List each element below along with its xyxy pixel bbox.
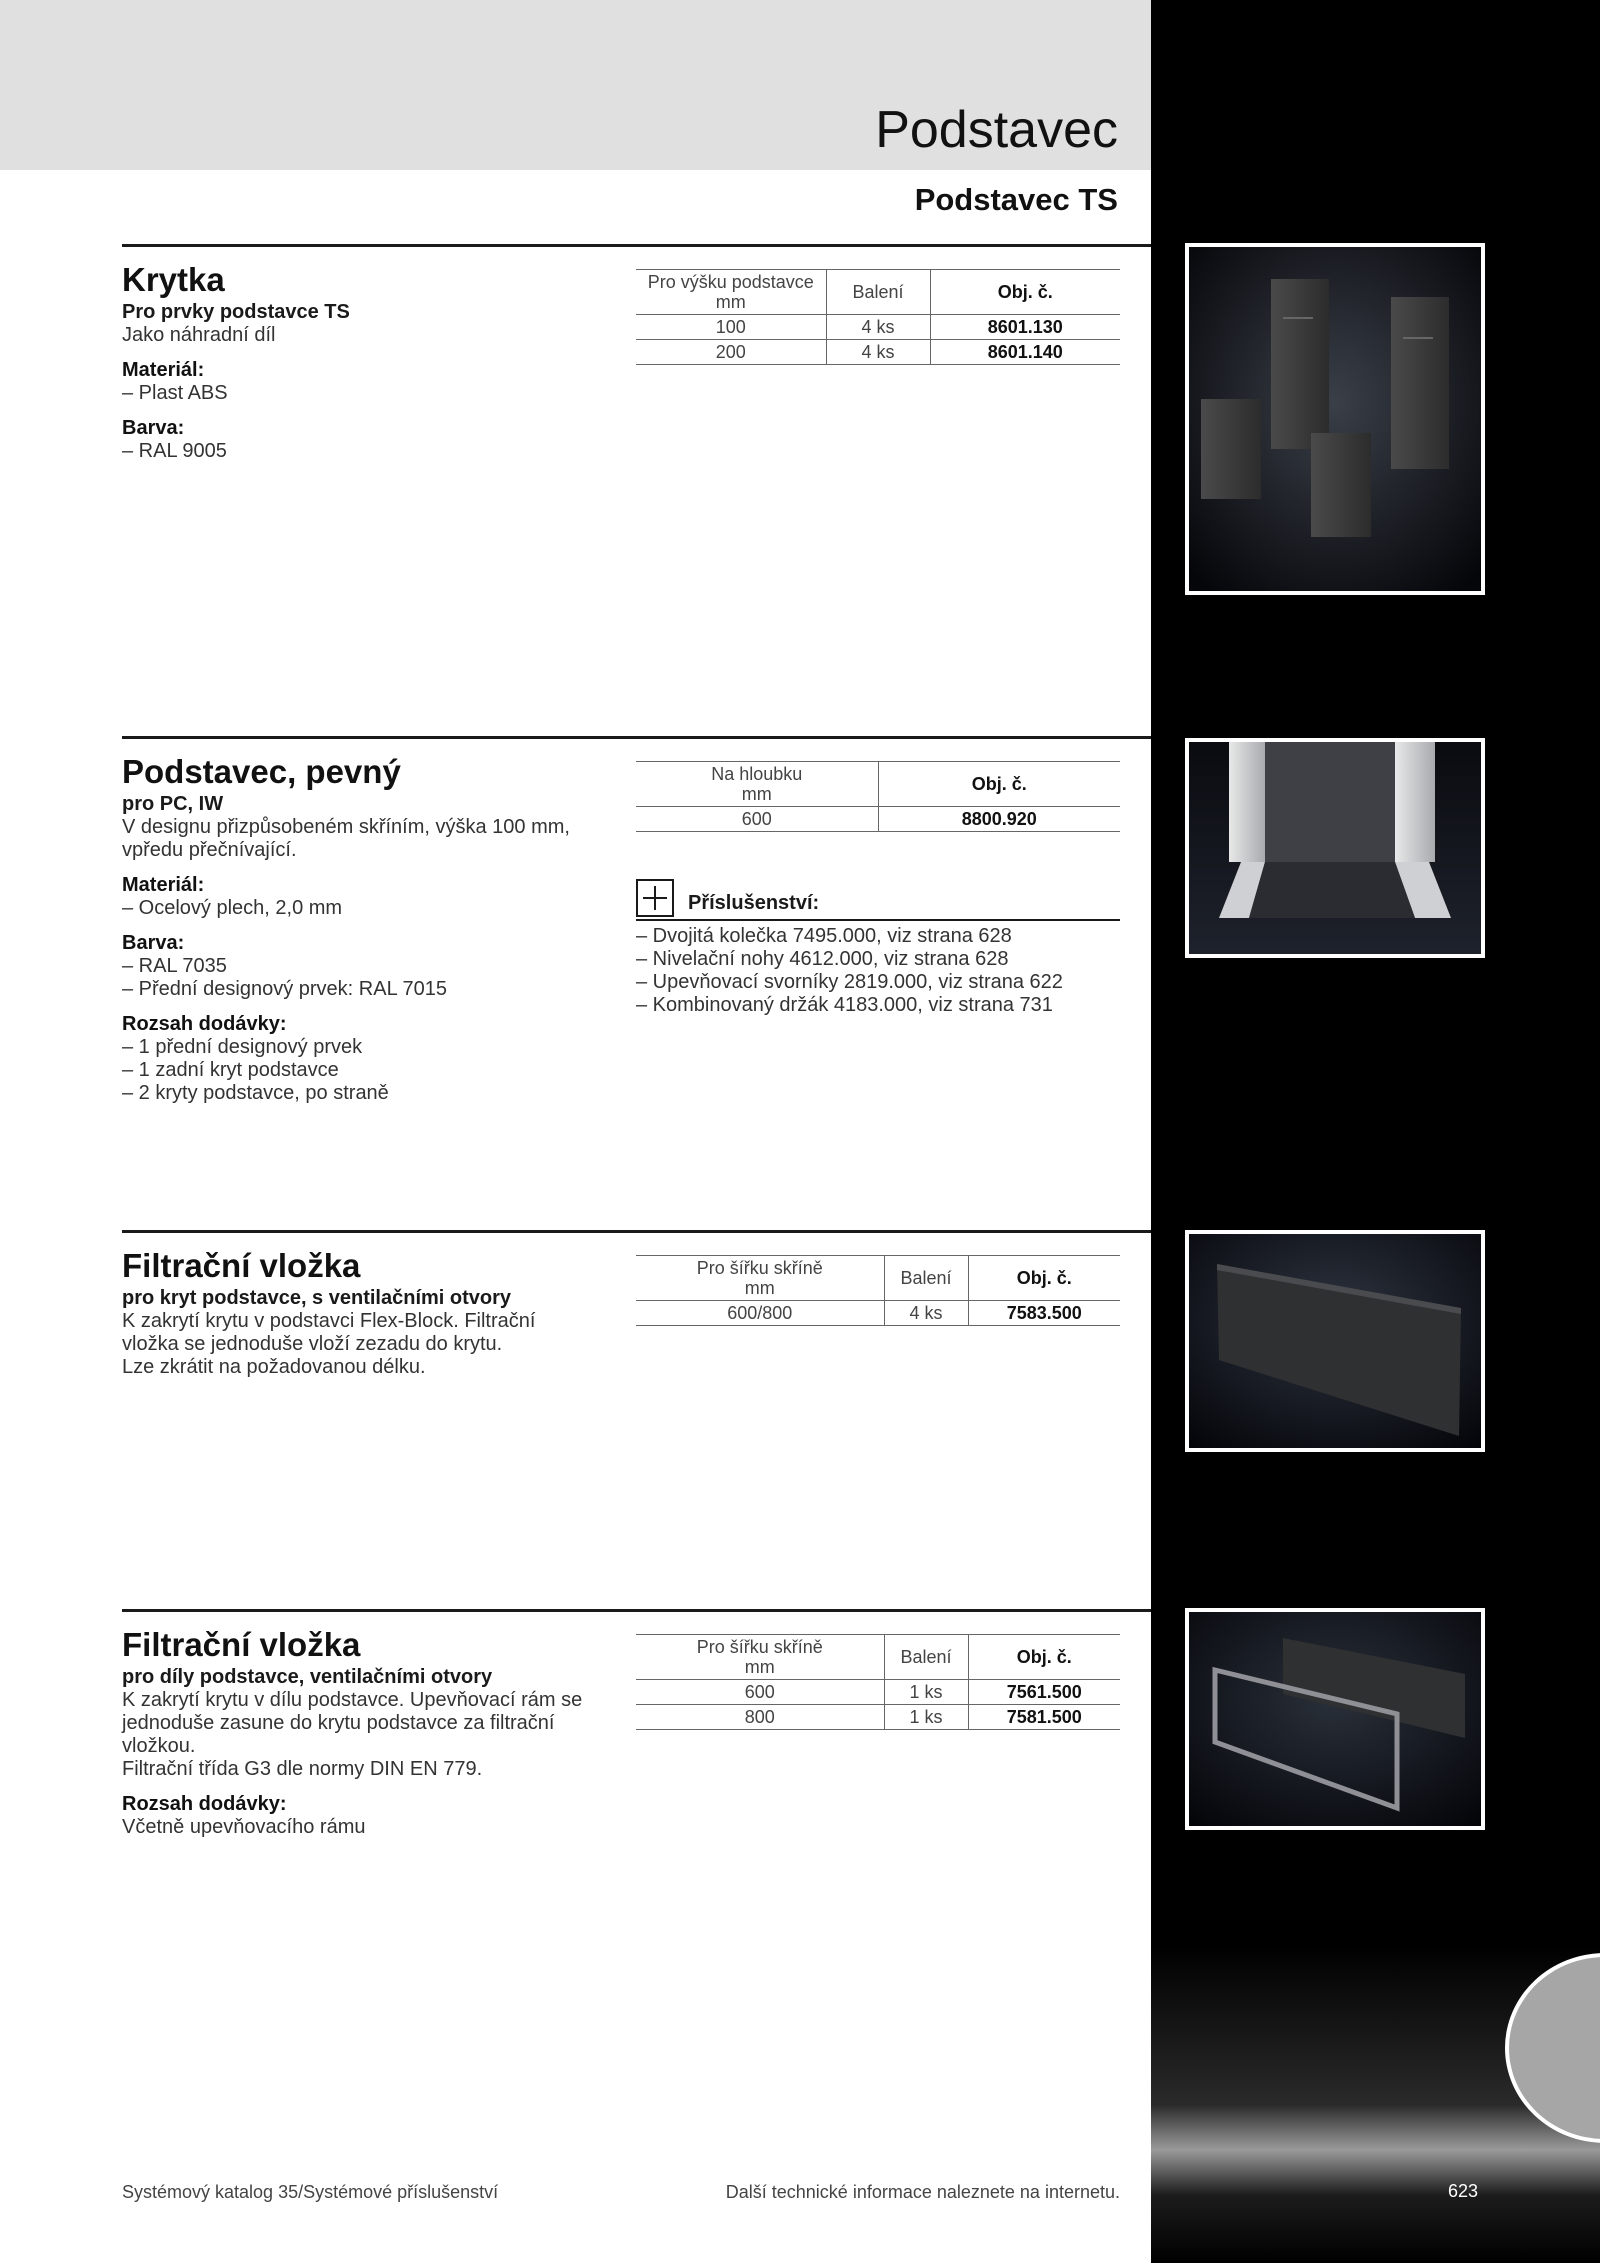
description-line: vložkou. <box>122 1735 196 1757</box>
page-number: 623 <box>1448 2181 1479 2201</box>
header-unit: mm <box>744 1278 775 1298</box>
accessory-item: – Upevňovací svorníky 2819.000, viz strana 622 <box>636 971 1063 993</box>
order-number: 7583.500 <box>968 1301 1120 1326</box>
table-header <box>636 1635 884 1680</box>
section-podstavec-pevny <box>122 736 1151 1226</box>
filter-frame-image <box>1189 1612 1481 1826</box>
header-unit: mm <box>744 1657 775 1677</box>
description-line: vložka se jednoduše vloží zezadu do krytu. <box>122 1333 503 1355</box>
scope-item: Včetně upevňovacího rámu <box>122 1816 366 1838</box>
section-title: Filtrační vložka <box>122 1247 361 1284</box>
accessory-item: – Kombinovaný držák 4183.000, viz strana 731 <box>636 994 1053 1016</box>
filter-mat-image <box>1189 1234 1481 1448</box>
description-line: Lze zkrátit na požadovanou délku. <box>122 1356 426 1378</box>
description-line: V designu přizpůsobeném skříním, výška 100 mm, <box>122 816 570 838</box>
section-title: Podstavec, pevný <box>122 753 401 790</box>
material-label: Materiál: <box>122 359 205 381</box>
section-filter-cover <box>122 1230 1151 1606</box>
description-line: jednoduše zasune do krytu podstavce za filtrační <box>122 1712 555 1734</box>
table-row <box>636 807 1120 832</box>
table-cell: 4 ks <box>826 315 930 340</box>
scope-item: – 1 zadní kryt podstavce <box>122 1059 339 1081</box>
order-number: 7581.500 <box>968 1705 1120 1730</box>
table-header: Balení <box>884 1635 968 1680</box>
color-item: – RAL 7035 <box>122 955 227 977</box>
scope-item: – 2 kryty podstavce, po straně <box>122 1082 389 1104</box>
side-circle <box>1505 1953 1600 2143</box>
section-subtitle: pro díly podstavce, ventilačními otvory <box>122 1666 493 1688</box>
table-cell: 200 <box>636 340 826 365</box>
table-cell: 800 <box>636 1705 884 1730</box>
section-filter-parts <box>122 1609 1151 1969</box>
product-photo-filter-cover <box>1185 1230 1485 1452</box>
color-item: – Přední designový prvek: RAL 7015 <box>122 978 448 1000</box>
plinth-image <box>1189 742 1481 954</box>
product-photo-filter-parts <box>1185 1608 1485 1830</box>
section-subtitle: Pro prvky podstavce TS <box>122 301 350 323</box>
table-cell: 4 ks <box>884 1301 968 1326</box>
section-krytka <box>122 244 1151 734</box>
accessory-item: – Dvojitá kolečka 7495.000, viz strana 628 <box>636 925 1012 947</box>
section-subtitle: pro PC, IW <box>122 793 224 815</box>
table-header <box>636 1256 884 1301</box>
table-row <box>636 1705 1120 1730</box>
table-header: Balení <box>884 1256 968 1301</box>
header-line: Pro šířku skříně <box>696 1258 823 1278</box>
table-header: Obj. č. <box>968 1256 1120 1301</box>
header-line: Na hloubku <box>711 764 803 784</box>
accessories-block <box>636 879 1120 1017</box>
table-cell: 1 ks <box>884 1705 968 1730</box>
table-cell: 600/800 <box>636 1301 884 1326</box>
order-number: 8601.130 <box>930 315 1120 340</box>
section-title: Filtrační vložka <box>122 1626 361 1663</box>
scope-label: Rozsah dodávky: <box>122 1793 287 1815</box>
description-line: K zakrytí krytu v dílu podstavce. Upevňovací rám se <box>122 1689 583 1711</box>
spec-table <box>636 1634 1120 1730</box>
accessories-title: Příslušenství: <box>688 892 820 914</box>
scope-item: – 1 přední designový prvek <box>122 1036 363 1058</box>
order-number: 8601.140 <box>930 340 1120 365</box>
cover-plates-image <box>1189 247 1481 591</box>
table-header <box>636 762 878 807</box>
header-unit: mm <box>715 292 746 312</box>
table-header: Obj. č. <box>878 762 1120 807</box>
section-subtitle: pro kryt podstavce, s ventilačními otvory <box>122 1287 512 1309</box>
spec-table <box>636 761 1120 832</box>
footer-info: Další technické informace naleznete na internetu. <box>725 2182 1120 2202</box>
description-line: K zakrytí krytu v podstavci Flex-Block. Filtrační <box>122 1310 536 1332</box>
table-cell: 4 ks <box>826 340 930 365</box>
page-title: Podstavec <box>875 101 1118 159</box>
table-cell: 600 <box>636 1680 884 1705</box>
header-unit: mm <box>741 784 772 804</box>
order-number: 8800.920 <box>878 807 1120 832</box>
table-row <box>636 340 1120 365</box>
order-number: 7561.500 <box>968 1680 1120 1705</box>
spec-table <box>636 1255 1120 1326</box>
table-row <box>636 1301 1120 1326</box>
spec-table <box>636 269 1120 365</box>
color-item: – RAL 9005 <box>122 440 227 462</box>
description-line: Filtrační třída G3 dle normy DIN EN 779. <box>122 1758 483 1780</box>
page-subtitle: Podstavec TS <box>914 182 1118 217</box>
product-photo-plinth <box>1185 738 1485 958</box>
table-cell: 1 ks <box>884 1680 968 1705</box>
footer-catalog: Systémový katalog 35/Systémové příslušenství <box>122 2182 499 2202</box>
accessory-item: – Nivelační nohy 4612.000, viz strana 628 <box>636 948 1009 970</box>
table-cell: 100 <box>636 315 826 340</box>
color-label: Barva: <box>122 932 185 954</box>
table-header: Balení <box>826 270 930 315</box>
table-header: Obj. č. <box>968 1635 1120 1680</box>
material-item: – Ocelový plech, 2,0 mm <box>122 897 343 919</box>
header-line: Pro šířku skříně <box>696 1637 823 1657</box>
table-cell: 600 <box>636 807 878 832</box>
scope-label: Rozsah dodávky: <box>122 1013 287 1035</box>
table-header <box>636 270 826 315</box>
table-row <box>636 1680 1120 1705</box>
header-line: Pro výšku podstavce <box>647 272 814 292</box>
material-label: Materiál: <box>122 874 205 896</box>
table-row <box>636 315 1120 340</box>
plus-icon <box>636 879 674 917</box>
description-line: Jako náhradní díl <box>122 324 276 346</box>
table-header: Obj. č. <box>930 270 1120 315</box>
color-label: Barva: <box>122 417 185 439</box>
product-photo-cover <box>1185 243 1485 595</box>
section-title: Krytka <box>122 261 225 298</box>
description-line: vpředu přečnívající. <box>122 839 297 861</box>
material-item: – Plast ABS <box>122 382 228 404</box>
